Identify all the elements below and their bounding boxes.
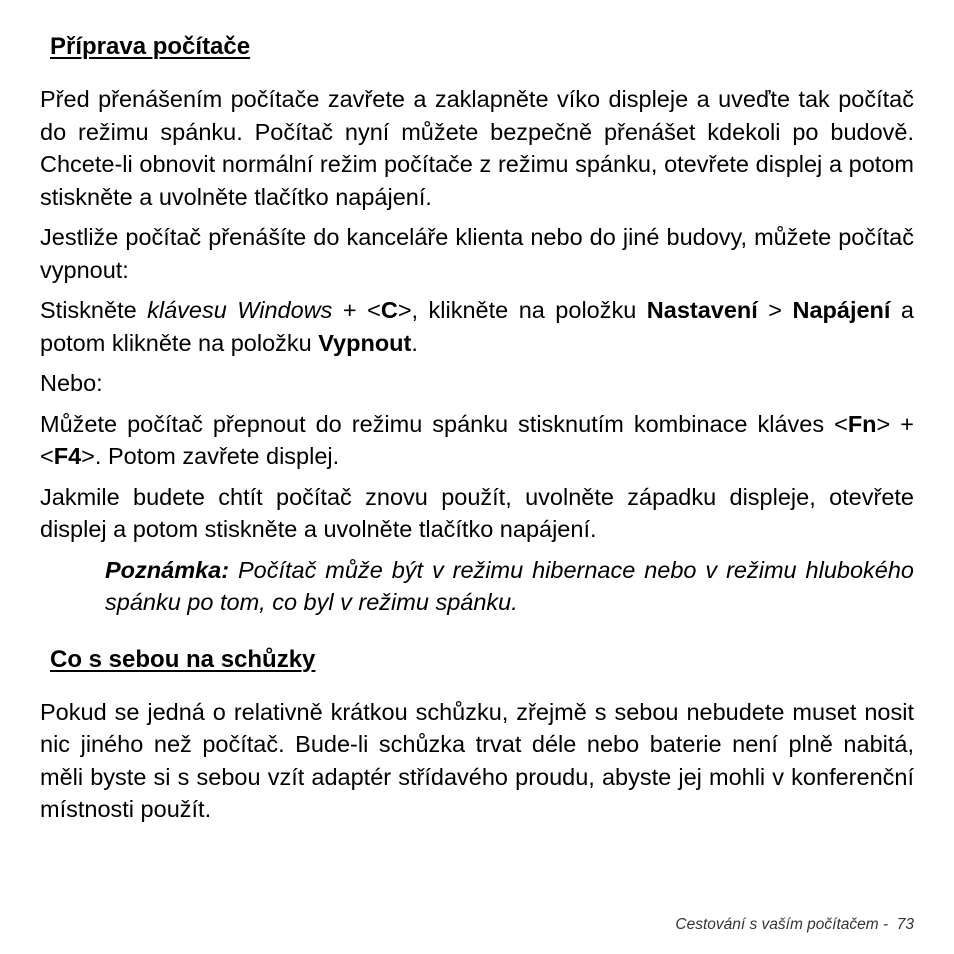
settings-text: Nastavení [646, 297, 758, 323]
text-segment: >. Potom zavřete displej. [81, 443, 340, 469]
text-segment: Stiskněte [40, 297, 148, 323]
text-segment: > [757, 297, 793, 323]
paragraph-fn-f4 [40, 408, 914, 473]
text-segment: >, klikněte na položku [397, 297, 647, 323]
text-segment: . [411, 329, 418, 356]
text-segment: a potom klikněte na položku [40, 297, 914, 356]
key-f4-text: F4 [53, 443, 82, 469]
section-heading-meetings: Co s sebou na schůzky [50, 645, 316, 673]
text-segment: + < [332, 297, 381, 323]
note-label: Poznámka: [105, 556, 230, 583]
page-footer: Cestování s vaším počítačem - 73 [675, 916, 914, 933]
power-text: Napájení [792, 297, 891, 323]
paragraph-sleep-mode: Před přenášením počítače zavřete a zaklapněte víko displeje a uveďte tak počítač do režimu spánku. Počítač nyní můžete bezpečně přenášet kdekoli po budově. Chcete-li obnovit normální režim počítače z režimu spánku, otevřete displej a potom stiskněte a uvolněte tlačítko napájení. [40, 86, 914, 210]
paragraph-meetings: Pokud se jedná o relativně krátkou schůzku, zřejmě s sebou nebudete muset nosit nic jiného než počítač. Bude-li schůzka trvat déle nebo baterie není plně nabitá, měli byste si s sebou vzít adaptér střídavého proudu, abyste jej mohli v konferenční místnosti použít. [40, 698, 914, 822]
paragraph-moving-to-client: Jestliže počítač přenášíte do kanceláře klienta nebo do jiné budovy, můžete počítač vypnout: [40, 224, 914, 283]
paragraph-shutdown-instructions [40, 294, 914, 359]
windows-key-text: klávesu Windows [147, 297, 333, 323]
key-c-text: C [380, 297, 398, 323]
text-segment: > + < [40, 410, 914, 469]
page-content [40, 30, 914, 826]
key-fn-text: Fn [847, 410, 877, 437]
shutdown-text: Vypnout [318, 329, 412, 356]
text-segment: Můžete počítač přepnout do režimu spánku stisknutím kombinace kláves < [40, 410, 848, 437]
paragraph-or: Nebo: [40, 370, 103, 396]
section-heading-preparing-computer: Příprava počítače [50, 33, 251, 60]
note-hibernation [105, 554, 914, 619]
note-text: Počítač může být v režimu hibernace nebo v režimu hlubokého spánku po tom, co byl v režimu spánku. [105, 556, 914, 615]
paragraph-resume: Jakmile budete chtít počítač znovu použít, uvolněte západku displeje, otevřete displej a potom stiskněte a uvolněte tlačítko napájení. [40, 483, 914, 542]
